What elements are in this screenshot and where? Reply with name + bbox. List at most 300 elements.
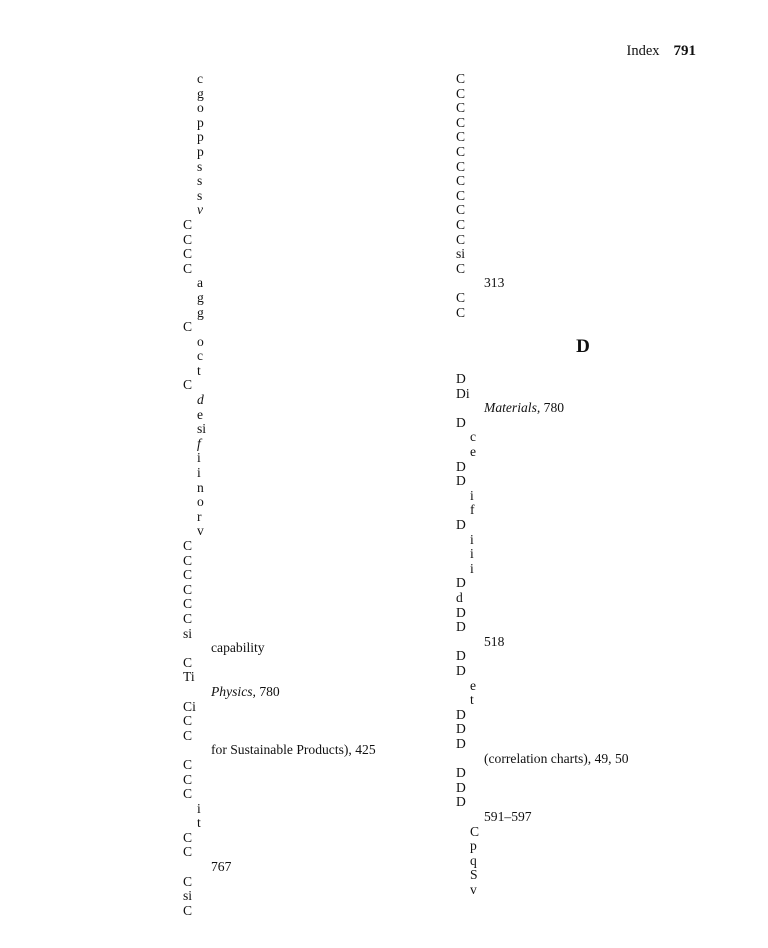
index-entry	[183, 845, 445, 874]
running-header	[626, 43, 696, 60]
entry-line	[183, 904, 445, 919]
entry-line	[183, 203, 445, 218]
entry-line	[183, 481, 445, 496]
page-number: 791	[673, 43, 696, 59]
entry-text: D	[456, 662, 466, 678]
entry-text: s	[197, 421, 203, 437]
index-subentry	[456, 430, 718, 445]
index-entry	[456, 306, 718, 321]
entry-text: i	[192, 698, 196, 714]
entry-text: C	[456, 202, 466, 218]
index-entry	[456, 218, 718, 233]
index-subentry	[183, 291, 445, 306]
index-entry	[456, 474, 718, 489]
entry-text: i	[188, 888, 193, 904]
index-entry	[456, 372, 718, 387]
entry-line	[456, 620, 718, 635]
entry-line	[456, 825, 718, 840]
entry-line	[183, 174, 445, 189]
index-entry	[183, 554, 445, 569]
entry-text: C	[456, 114, 466, 130]
header-section-label: Index	[626, 43, 660, 59]
entry-text: f	[197, 435, 201, 451]
entry-text: i	[465, 385, 470, 401]
index-entry	[183, 218, 445, 233]
entry-line	[456, 664, 718, 679]
index-entry	[183, 875, 445, 904]
entry-line	[183, 568, 445, 583]
entry-text: C	[456, 231, 466, 247]
entry-line	[183, 306, 445, 321]
entry-line	[183, 87, 445, 102]
entry-line	[183, 758, 445, 773]
index-subentry	[183, 393, 445, 408]
entry-text: s	[197, 187, 203, 203]
entry-text: D	[456, 517, 466, 533]
index-subentry	[456, 679, 718, 694]
entry-text: D	[456, 458, 466, 474]
index-entry	[456, 87, 718, 102]
index-entry	[456, 101, 718, 116]
index-entry	[183, 597, 445, 612]
entry-text: 313	[484, 275, 505, 291]
entry-text: C	[456, 85, 466, 101]
index-subentry	[183, 349, 445, 364]
entry-text: g	[197, 85, 204, 101]
entry-text: D	[456, 604, 466, 620]
index-entry	[456, 387, 718, 416]
entry-text: D	[456, 385, 466, 401]
entry-text: i	[202, 421, 207, 437]
entry-line	[456, 722, 718, 737]
entry-text: i	[470, 487, 474, 503]
entry-line	[183, 160, 445, 175]
index-entry	[456, 795, 718, 824]
index-entry	[456, 576, 718, 591]
index-entry	[183, 714, 445, 729]
entry-text: for Sustainable Products), 425	[211, 742, 376, 758]
index-subentry	[183, 510, 445, 525]
entry-line	[456, 766, 718, 781]
entry-text: p	[197, 143, 204, 159]
index-subentry	[183, 145, 445, 160]
entry-text: D	[456, 619, 466, 635]
entry-text: c	[197, 71, 204, 86]
entry-continuation-line	[183, 685, 445, 700]
entry-text: D	[456, 721, 466, 737]
index-subentry	[183, 437, 445, 452]
entry-line	[183, 393, 445, 408]
entry-line	[456, 854, 718, 869]
entry-line	[456, 160, 718, 175]
entry-text: D	[456, 473, 466, 489]
entry-text: i	[188, 625, 193, 641]
index-subentry	[456, 854, 718, 869]
index-entry	[183, 378, 445, 393]
entry-line	[183, 291, 445, 306]
entry-text: D	[456, 735, 466, 751]
entry-line	[183, 233, 445, 248]
entry-text: c	[197, 348, 204, 364]
index-entry	[183, 773, 445, 788]
index-entry	[183, 233, 445, 248]
entry-line	[456, 518, 718, 533]
entry-text: i	[197, 450, 201, 466]
entry-text: i	[197, 800, 201, 816]
entry-text: s	[183, 888, 189, 904]
entry-text: i	[470, 560, 474, 576]
entry-line	[456, 116, 718, 131]
entry-text: a	[197, 275, 204, 291]
index-subentry	[183, 160, 445, 175]
index-subentry	[183, 451, 445, 466]
entry-text: C	[183, 538, 193, 553]
entry-text: e	[197, 406, 204, 422]
index-subentry	[456, 883, 718, 898]
entry-line	[456, 174, 718, 189]
entry-text: C	[183, 552, 193, 568]
index-entry	[456, 518, 718, 533]
entry-line	[183, 422, 445, 437]
entry-line	[456, 474, 718, 489]
entry-line	[456, 101, 718, 116]
index-subentry	[183, 335, 445, 350]
index-entry	[183, 904, 445, 919]
entry-line	[456, 145, 718, 160]
index-entry	[456, 649, 718, 664]
entry-line	[456, 679, 718, 694]
entry-line	[183, 72, 445, 87]
entry-text: s	[456, 246, 462, 262]
entry-text: 767	[211, 859, 232, 875]
entry-line	[183, 729, 445, 744]
index-subentry	[183, 174, 445, 189]
entry-line	[456, 247, 718, 262]
entry-line	[456, 503, 718, 518]
entry-line	[456, 306, 718, 321]
index-subentry	[183, 802, 445, 817]
entry-line	[456, 291, 718, 306]
index-entry	[183, 787, 445, 802]
entry-text: C	[183, 610, 193, 626]
entry-text: o	[197, 494, 204, 510]
entry-text: C	[456, 158, 466, 174]
entry-text: g	[197, 304, 204, 320]
entry-line	[183, 451, 445, 466]
index-entry	[456, 72, 718, 87]
entry-text: r	[197, 508, 202, 524]
entry-text: p	[470, 838, 477, 854]
index-subentry	[456, 547, 718, 562]
entry-line	[456, 533, 718, 548]
entry-line	[456, 693, 718, 708]
entry-line	[456, 218, 718, 233]
index-entry	[456, 737, 718, 766]
index-subentry	[456, 533, 718, 548]
entry-text: D	[456, 648, 466, 664]
entry-text: D	[456, 794, 466, 810]
entry-text: d	[456, 590, 463, 605]
entry-text: (correlation charts), 49, 50	[484, 750, 629, 766]
index-entry	[183, 539, 445, 554]
entry-text: C	[456, 173, 466, 189]
index-entry	[456, 766, 718, 781]
entry-text: c	[470, 429, 477, 445]
entry-text: C	[183, 567, 193, 583]
entry-line	[183, 335, 445, 350]
entry-text: C	[456, 100, 466, 116]
entry-line	[183, 816, 445, 831]
entry-line	[456, 430, 718, 445]
index-entry	[456, 160, 718, 175]
index-entry	[183, 262, 445, 277]
entry-line	[456, 562, 718, 577]
entry-continuation-line	[456, 635, 718, 650]
index-entry	[183, 583, 445, 598]
entry-text: C	[183, 246, 193, 262]
index-entry	[183, 700, 445, 715]
index-entry	[456, 708, 718, 723]
entry-line	[183, 612, 445, 627]
entry-line	[183, 101, 445, 116]
entry-text: S	[470, 867, 478, 883]
entry-text: 780	[540, 400, 565, 416]
entry-text: i	[197, 465, 201, 481]
entry-text: C	[183, 771, 193, 787]
index-entry	[456, 781, 718, 796]
entry-line	[183, 787, 445, 802]
entry-text: C	[456, 129, 466, 145]
entry-text: C	[183, 698, 193, 714]
entry-text: C	[183, 260, 193, 276]
entry-text: C	[183, 654, 193, 670]
entry-text: 780	[255, 683, 280, 699]
index-subentry	[183, 466, 445, 481]
entry-continuation-line	[183, 743, 445, 758]
entry-line	[183, 466, 445, 481]
entry-line	[183, 700, 445, 715]
entry-text: e	[470, 677, 477, 693]
entry-line	[183, 116, 445, 131]
entry-text: Materials,	[484, 400, 541, 416]
entry-continuation-line	[456, 810, 718, 825]
entry-line	[183, 597, 445, 612]
entry-text: t	[197, 362, 201, 378]
entry-text: C	[183, 902, 193, 918]
entry-line	[456, 460, 718, 475]
entry-line	[456, 547, 718, 562]
entry-text: C	[456, 216, 466, 232]
index-entry	[456, 620, 718, 649]
index-subentry	[183, 87, 445, 102]
entry-text: D	[456, 765, 466, 781]
entry-text: v	[197, 202, 204, 218]
entry-line	[456, 203, 718, 218]
index-subentry	[183, 116, 445, 131]
entry-line	[456, 883, 718, 898]
index-entry	[183, 656, 445, 671]
entry-text: C	[183, 596, 193, 612]
entry-line	[183, 378, 445, 393]
entry-line	[183, 189, 445, 204]
index-subentry	[456, 445, 718, 460]
entry-text: i	[190, 669, 195, 685]
entry-line	[183, 408, 445, 423]
index-column-right	[456, 72, 718, 897]
entry-line	[456, 708, 718, 723]
entry-line	[456, 781, 718, 796]
entry-continuation-line	[456, 752, 718, 767]
entry-line	[456, 130, 718, 145]
entry-text: Physics,	[211, 683, 256, 699]
entry-line	[456, 372, 718, 387]
index-entry	[456, 291, 718, 306]
entry-text: i	[470, 531, 474, 547]
entry-line	[183, 349, 445, 364]
index-subentry	[183, 495, 445, 510]
index-entry	[456, 460, 718, 475]
entry-text: C	[183, 216, 193, 232]
index-subentry	[183, 408, 445, 437]
entry-line	[456, 233, 718, 248]
section-letter-heading: D	[576, 336, 590, 358]
index-entry	[183, 729, 445, 758]
entry-line	[183, 276, 445, 291]
entry-text: C	[456, 187, 466, 203]
index-subentry	[456, 489, 718, 504]
entry-line	[456, 489, 718, 504]
index-entry	[456, 262, 718, 291]
index-subentry	[183, 306, 445, 321]
index-subentry	[456, 562, 718, 577]
index-column-left	[183, 72, 445, 918]
entry-line	[183, 130, 445, 145]
index-entry	[183, 831, 445, 846]
entry-line	[183, 320, 445, 335]
index-entry	[456, 203, 718, 218]
entry-line	[183, 437, 445, 452]
entry-text: C	[470, 823, 480, 839]
entry-text: t	[197, 815, 201, 831]
entry-text: C	[183, 727, 193, 743]
index-subentry	[456, 839, 718, 854]
entry-text: q	[470, 852, 477, 868]
entry-line	[183, 145, 445, 160]
entry-line	[183, 524, 445, 539]
index-entry	[456, 606, 718, 621]
entry-line	[456, 416, 718, 431]
entry-line	[456, 591, 718, 606]
entry-text: C	[183, 231, 193, 247]
index-subentry	[456, 503, 718, 518]
entry-text: d	[197, 392, 204, 408]
entry-text: 518	[484, 633, 505, 649]
entry-line	[456, 737, 718, 752]
entry-line	[183, 802, 445, 817]
entry-text: f	[470, 502, 475, 518]
entry-line	[456, 189, 718, 204]
index-entry	[456, 416, 718, 431]
entry-text: C	[456, 71, 466, 86]
index-subentry	[183, 101, 445, 116]
index-entry	[456, 174, 718, 189]
entry-text: D	[456, 414, 466, 430]
entry-text: C	[183, 844, 193, 860]
entry-text: D	[456, 706, 466, 722]
entry-text: p	[197, 114, 204, 130]
entry-line	[456, 868, 718, 883]
entry-line	[183, 831, 445, 846]
entry-text: C	[183, 873, 193, 889]
entry-line	[456, 262, 718, 277]
entry-text: C	[456, 289, 466, 305]
entry-text: C	[456, 304, 466, 320]
index-subentry	[183, 481, 445, 496]
entry-line	[183, 656, 445, 671]
index-subentry	[456, 825, 718, 840]
entry-line	[183, 627, 445, 642]
entry-line	[183, 364, 445, 379]
entry-line	[183, 714, 445, 729]
entry-text: o	[197, 100, 204, 116]
entry-text: C	[183, 319, 193, 335]
entry-text: n	[197, 479, 204, 495]
index-subentry	[183, 524, 445, 539]
entry-text: C	[183, 713, 193, 729]
entry-text: C	[456, 260, 466, 276]
index-entry	[456, 189, 718, 204]
entry-text: D	[456, 575, 466, 591]
index-entry	[183, 247, 445, 262]
entry-text: C	[183, 786, 193, 802]
entry-text: C	[183, 377, 193, 393]
index-subentry	[183, 816, 445, 831]
entry-line	[183, 889, 445, 904]
entry-line	[183, 875, 445, 890]
entry-continuation-line	[456, 401, 718, 416]
entry-line	[456, 649, 718, 664]
entry-text: s	[197, 173, 203, 189]
entry-continuation-line	[183, 860, 445, 875]
index-entry	[456, 664, 718, 679]
entry-line	[183, 583, 445, 598]
entry-text: T	[183, 669, 191, 685]
index-entry	[183, 612, 445, 656]
entry-text: i	[470, 546, 474, 562]
entry-text: v	[470, 881, 477, 897]
entry-continuation-line	[183, 641, 445, 656]
entry-line	[456, 72, 718, 87]
entry-text: e	[470, 444, 477, 460]
entry-text: 591–597	[484, 808, 532, 824]
entry-text: D	[456, 779, 466, 795]
entry-text: g	[197, 289, 204, 305]
index-subentry	[183, 364, 445, 379]
index-entry	[456, 591, 718, 606]
index-entry	[183, 670, 445, 699]
entry-line	[183, 773, 445, 788]
index-entry	[456, 145, 718, 160]
entry-continuation-line	[456, 276, 718, 291]
entry-line	[183, 845, 445, 860]
entry-text: s	[183, 625, 189, 641]
entry-text: p	[197, 129, 204, 145]
entry-text: capability	[211, 640, 265, 656]
entry-line	[183, 247, 445, 262]
index-subentry	[456, 868, 718, 883]
entry-text: D	[456, 371, 466, 387]
entry-line	[456, 445, 718, 460]
